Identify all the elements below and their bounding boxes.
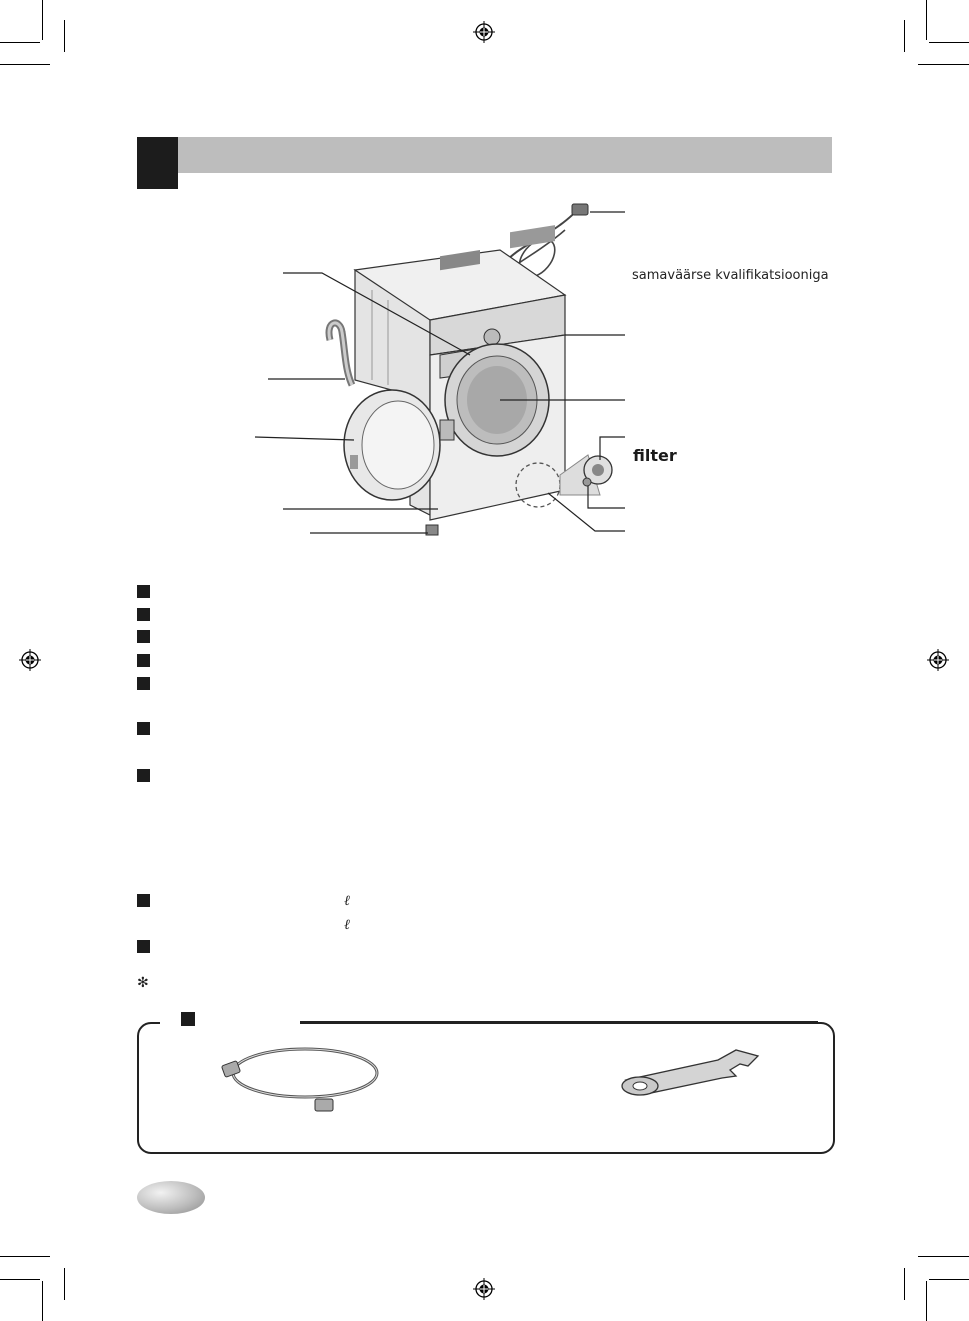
list-bullet [137,769,150,782]
washing-machine-diagram [240,195,640,545]
crop-mark [0,1256,50,1257]
drain-hose-icon [329,323,352,385]
crop-mark [64,20,65,52]
note-marker: ✻ [137,975,149,991]
accessories-bullet [181,1012,195,1026]
liter-unit: ℓ [344,917,350,933]
crop-mark [929,1279,969,1280]
page-number-badge [137,1181,205,1214]
registration-mark-icon [473,1278,495,1300]
list-bullet [137,894,150,907]
section-header-bar [137,137,832,173]
registration-mark-icon [19,649,41,671]
list-bullet [137,585,150,598]
section-header-block [137,137,178,189]
crop-mark [918,64,969,65]
crop-mark [0,42,40,43]
drain-tube-icon [583,478,591,486]
registration-mark-icon [473,21,495,43]
list-bullet [137,608,150,621]
crop-mark [0,1279,40,1280]
power-cord-note: samaväärse kvalifikatsiooniga [632,268,829,283]
spanner-icon [618,1042,763,1102]
crop-mark [904,1268,905,1300]
list-bullet [137,722,150,735]
liter-unit: ℓ [344,893,350,909]
registration-mark-icon [927,649,949,671]
filter-label: filter [633,446,677,465]
crop-mark [926,0,927,40]
crop-mark [0,64,50,65]
crop-mark [42,1281,43,1321]
crop-mark [64,1268,65,1300]
list-bullet [137,677,150,690]
list-bullet [137,630,150,643]
list-bullet [137,940,150,953]
crop-mark [42,0,43,40]
inlet-hose-icon [215,1035,385,1120]
crop-mark [918,1256,969,1257]
crop-mark [904,20,905,52]
accessories-header-line [300,1021,818,1023]
crop-mark [929,42,969,43]
list-bullet [137,654,150,667]
crop-mark [926,1281,927,1321]
